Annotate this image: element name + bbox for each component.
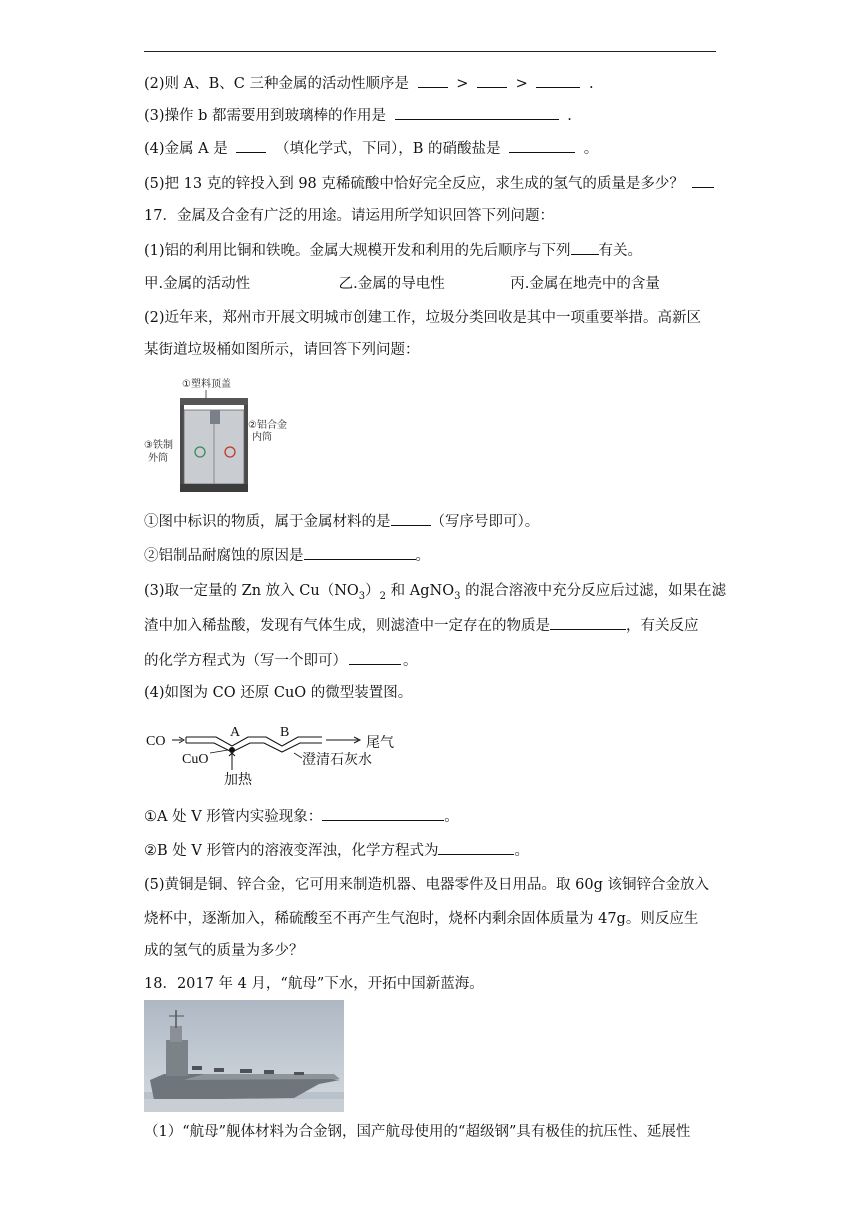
answer-blank[interactable]	[438, 840, 514, 855]
trash-bin-figure	[144, 376, 287, 494]
bin-label-iron: ③铁制	[144, 440, 173, 451]
bin-label-plastic-lid: ①塑料顶盖	[182, 379, 231, 390]
label-co: CO	[146, 734, 166, 749]
top-rule	[144, 51, 716, 52]
q17-part3-line2	[144, 615, 699, 636]
q17-p1-end: 有关。	[598, 243, 643, 259]
q17-part2-line2: 某街道垃圾桶如图所示，请回答下列问题：	[144, 342, 420, 358]
q17-p3-e: 渣中加入稀盐酸，发现有气体生成，则滤渣中一定存在的物质是	[144, 618, 550, 634]
v-tube-bottom	[186, 743, 322, 752]
q17-part2-line1: (2)近年来，郑州市开展文明城市创建工作，垃圾分类回收是其中一项重要举措。高新区	[144, 310, 702, 326]
q16-part5	[144, 173, 718, 194]
aircraft-carrier-photo	[144, 1000, 344, 1112]
q17-p3-d: 的混合溶液中充分反应后过滤，如果在滤	[460, 583, 727, 599]
q17-p3-h: 。	[403, 653, 418, 669]
q17-s1-end: （写序号即可）。	[430, 514, 540, 530]
q17-s1-text: ①图中标识的物质，属于金属材料的是	[144, 514, 391, 530]
q16-part2	[144, 73, 594, 94]
q17-p1-text: (1)铝的利用比铜和铁晚。金属大规模开发和利用的先后顺序与下列	[144, 243, 571, 259]
q17-p3-g: 的化学方程式为（写一个即可）	[144, 653, 347, 669]
q16-p4-text-a: (4)金属 A 是	[144, 141, 228, 157]
q17-p3-f: ，有关反应	[626, 618, 699, 634]
co-reduction-apparatus	[144, 720, 404, 790]
v-tube-top	[186, 737, 322, 746]
q17-part5-line1: (5)黄铜是铜、锌合金，它可用来制造机器、电器零件及日用品。取 60g 该铜锌合金放入	[144, 877, 709, 893]
q17-part3-line1	[144, 581, 726, 607]
q17-a1	[144, 806, 459, 827]
gt-sign: >	[515, 76, 528, 92]
label-tail-gas: 尾气	[366, 736, 394, 751]
answer-blank[interactable]	[692, 173, 714, 188]
q17-s2-end: 。	[415, 548, 430, 564]
q17-part5-line2: 烧杯中，逐渐加入，稀硫酸至不再产生气泡时，烧杯内剩余固体质量为 47g。则反应生	[144, 911, 699, 927]
q16-p3-text: (3)操作 b 都需要用到玻璃棒的作用是	[144, 108, 387, 124]
label-a: A	[230, 725, 241, 740]
cuo-sample	[229, 747, 235, 753]
q17-part1	[144, 240, 642, 261]
q18-title: 18．2017 年 4 月，“航母”下水，开拓中国新蓝海。	[144, 976, 484, 992]
q16-part4	[144, 138, 598, 159]
q16-part3	[144, 105, 572, 126]
bin-label-outer: 外筒	[148, 453, 168, 464]
carrier-island	[166, 1040, 188, 1076]
q17-a2-end: 。	[514, 843, 529, 859]
label-cuo: CuO	[182, 752, 209, 767]
subscript: 2	[379, 590, 387, 602]
gt-sign: >	[456, 76, 469, 92]
answer-blank[interactable]	[322, 806, 444, 821]
label-limewater: 澄清石灰水	[302, 753, 372, 768]
answer-blank[interactable]	[349, 650, 401, 665]
q17-p3-b: ）	[365, 583, 380, 599]
q17-p3-c: 和 AgNO	[386, 583, 455, 599]
q17-a2	[144, 840, 529, 861]
q16-p5-text: (5)把 13 克的锌投入到 98 克稀硫酸中恰好完全反应，求生成的氢气的质量是多少？	[144, 176, 684, 192]
bin-label-al-alloy: ②铝合金	[248, 420, 287, 431]
label-b: B	[280, 725, 290, 740]
label-heat: 加热	[224, 773, 252, 788]
option-c: 丙.金属在地壳中的含量	[510, 276, 660, 292]
q17-part4: (4)如图为 CO 还原 CuO 的微型装置图。	[144, 685, 413, 701]
option-a: 甲.金属的活动性	[144, 276, 251, 292]
q16-p4-text-b: （填化学式，下同），B 的硝酸盐是	[274, 141, 501, 157]
q17-p3-a: (3)取一定量的 Zn 放入 Cu（NO	[144, 583, 359, 599]
q17-part5-line3: 成的氢气的质量为多少？	[144, 943, 304, 959]
q17-a1-end: 。	[444, 809, 459, 825]
q17-title: 17．金属及合金有广泛的用途。请运用所学知识回答下列问题：	[144, 208, 554, 224]
q17-a1-text: ①A 处 V 形管内实验现象：	[144, 809, 323, 825]
answer-blank[interactable]	[418, 73, 448, 88]
bin-lid	[180, 398, 248, 405]
q16-p4-end: 。	[583, 141, 599, 157]
subscript: 3	[358, 590, 366, 602]
subscript: 3	[454, 590, 461, 602]
answer-blank[interactable]	[391, 511, 431, 526]
q16-p2-text: (2)则 A、B、C 三种金属的活动性顺序是	[144, 76, 409, 92]
option-b: 乙.金属的导电性	[338, 276, 445, 292]
q17-part3-line3	[144, 650, 418, 671]
answer-blank[interactable]	[509, 138, 575, 153]
q18-part1: （1）“航母”舰体材料为合金钢，国产航母使用的“超级钢”具有极佳的抗压性、延展性	[144, 1124, 691, 1140]
answer-blank[interactable]	[536, 73, 580, 88]
answer-blank[interactable]	[550, 615, 626, 630]
q17-sub1	[144, 511, 539, 532]
answer-blank[interactable]	[304, 545, 416, 560]
bin-label-inner: 内筒	[252, 432, 272, 443]
q17-s2-text: ②铝制品耐腐蚀的原因是	[144, 548, 304, 564]
answer-blank[interactable]	[571, 240, 599, 255]
answer-blank[interactable]	[477, 73, 507, 88]
q16-p3-end: .	[567, 108, 572, 124]
answer-blank[interactable]	[395, 105, 559, 120]
answer-blank[interactable]	[236, 138, 266, 153]
q17-sub2	[144, 545, 430, 566]
q17-options	[144, 274, 660, 294]
q17-a2-text: ②B 处 V 形管内的溶液变浑浊，化学方程式为	[144, 843, 439, 859]
q16-p2-end: .	[588, 76, 594, 92]
